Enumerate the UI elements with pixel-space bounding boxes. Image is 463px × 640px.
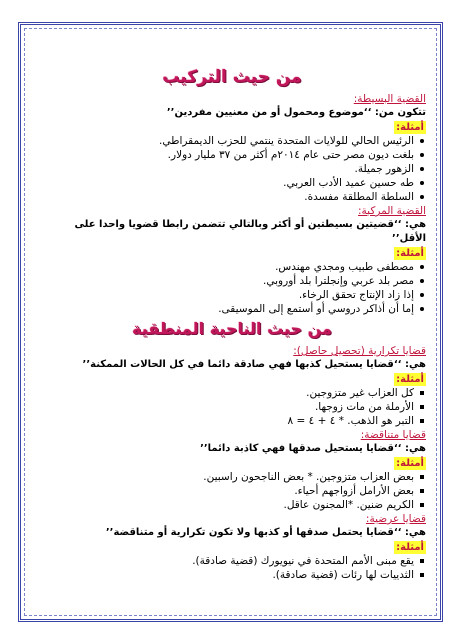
contradiction-heading: قضايا متناقضة: <box>360 429 426 441</box>
compound-proposition-definition: هي: ‘‘قضيتين بسيطتين أو أكثر وبالتالي تتضمن رابطا قضويا واحدا على الأقل’’ <box>74 219 426 244</box>
examples-label: أمثلة: <box>396 122 424 133</box>
compound-proposition-heading: القضية المركبة: <box>358 205 426 217</box>
simple-examples-list <box>38 134 426 204</box>
tautology-definition: هي: ‘‘قضايا يستحيل كذبها فهي صادقة دائما في كل الحالات الممكنة’’ <box>82 359 426 370</box>
tautology-heading: قضايا تكرارية (تحصيل حاصل): <box>293 345 426 357</box>
examples-label: أمثلة: <box>396 248 424 259</box>
list-item: الأرملة من مات زوجها. <box>38 400 414 414</box>
list-item: الرئيس الحالي للولايات المتحدة ينتمي للحزب الديمقراطي. <box>38 134 414 148</box>
compound-examples-list <box>38 260 426 316</box>
contradiction-examples-list <box>38 470 426 512</box>
list-item: بلغت ديون مصر حتى عام ٢٠١٤م أكثر من ٣٧ مليار دولار. <box>38 148 414 162</box>
list-item: الثدييات لها رئات (قضية صادقة). <box>38 568 414 582</box>
section-title-logical: من حيث الناحية المنطقية <box>132 319 332 338</box>
contingent-heading: قضايا عرضية: <box>365 513 426 525</box>
list-item: مصر بلد عربي وإنجلترا بلد أوروبي. <box>38 274 414 288</box>
document-body <box>38 66 426 582</box>
list-item: الزهور جميلة. <box>38 162 414 176</box>
list-item: التبر هو الذهب. * ٤ + ٤ = ٨ <box>38 414 414 428</box>
list-item: كل العزاب غير متزوجين. <box>38 386 414 400</box>
simple-proposition-definition: تتكون من: ‘‘موضوع ومحمول أو من معنيين مفردين’’ <box>166 107 426 118</box>
list-item: يقع مبنى الأمم المتحدة في نيويورك (قضية صادقة). <box>38 554 414 568</box>
list-item: بعض الأرامل أزواجهم أحياء. <box>38 484 414 498</box>
examples-label: أمثلة: <box>396 542 424 553</box>
tautology-examples-list <box>38 386 426 428</box>
list-item: طه حسين عميد الأدب العربي. <box>38 176 414 190</box>
list-item: الكريم ضنين. *المجنون عاقل. <box>38 498 414 512</box>
examples-label: أمثلة: <box>396 374 424 385</box>
list-item: السلطة المطلقة مفسدة. <box>38 190 414 204</box>
list-item: إذا زاد الإنتاج تحقق الرخاء. <box>38 288 414 302</box>
list-item: بعض العزاب متزوجين. * بعض الناجحون راسبين. <box>38 470 414 484</box>
list-item: مصطفى طبيب ومجدي مهندس. <box>38 260 414 274</box>
examples-label: أمثلة: <box>396 458 424 469</box>
contradiction-definition: هي: ‘‘قضايا يستحيل صدقها فهي كاذبة دائما’’ <box>200 443 426 454</box>
contingent-definition: هي: ‘‘قضايا يحتمل صدقها أو كذبها ولا تكون تكرارية أو متناقضة’’ <box>105 527 426 538</box>
list-item: إما أن أذاكر دروسي أو أستمع إلى الموسيقى. <box>38 302 414 316</box>
simple-proposition-heading: القضية البسيطة: <box>353 93 426 105</box>
contingent-examples-list <box>38 554 426 582</box>
section-title-structure: من حيث التركيب <box>162 67 302 87</box>
